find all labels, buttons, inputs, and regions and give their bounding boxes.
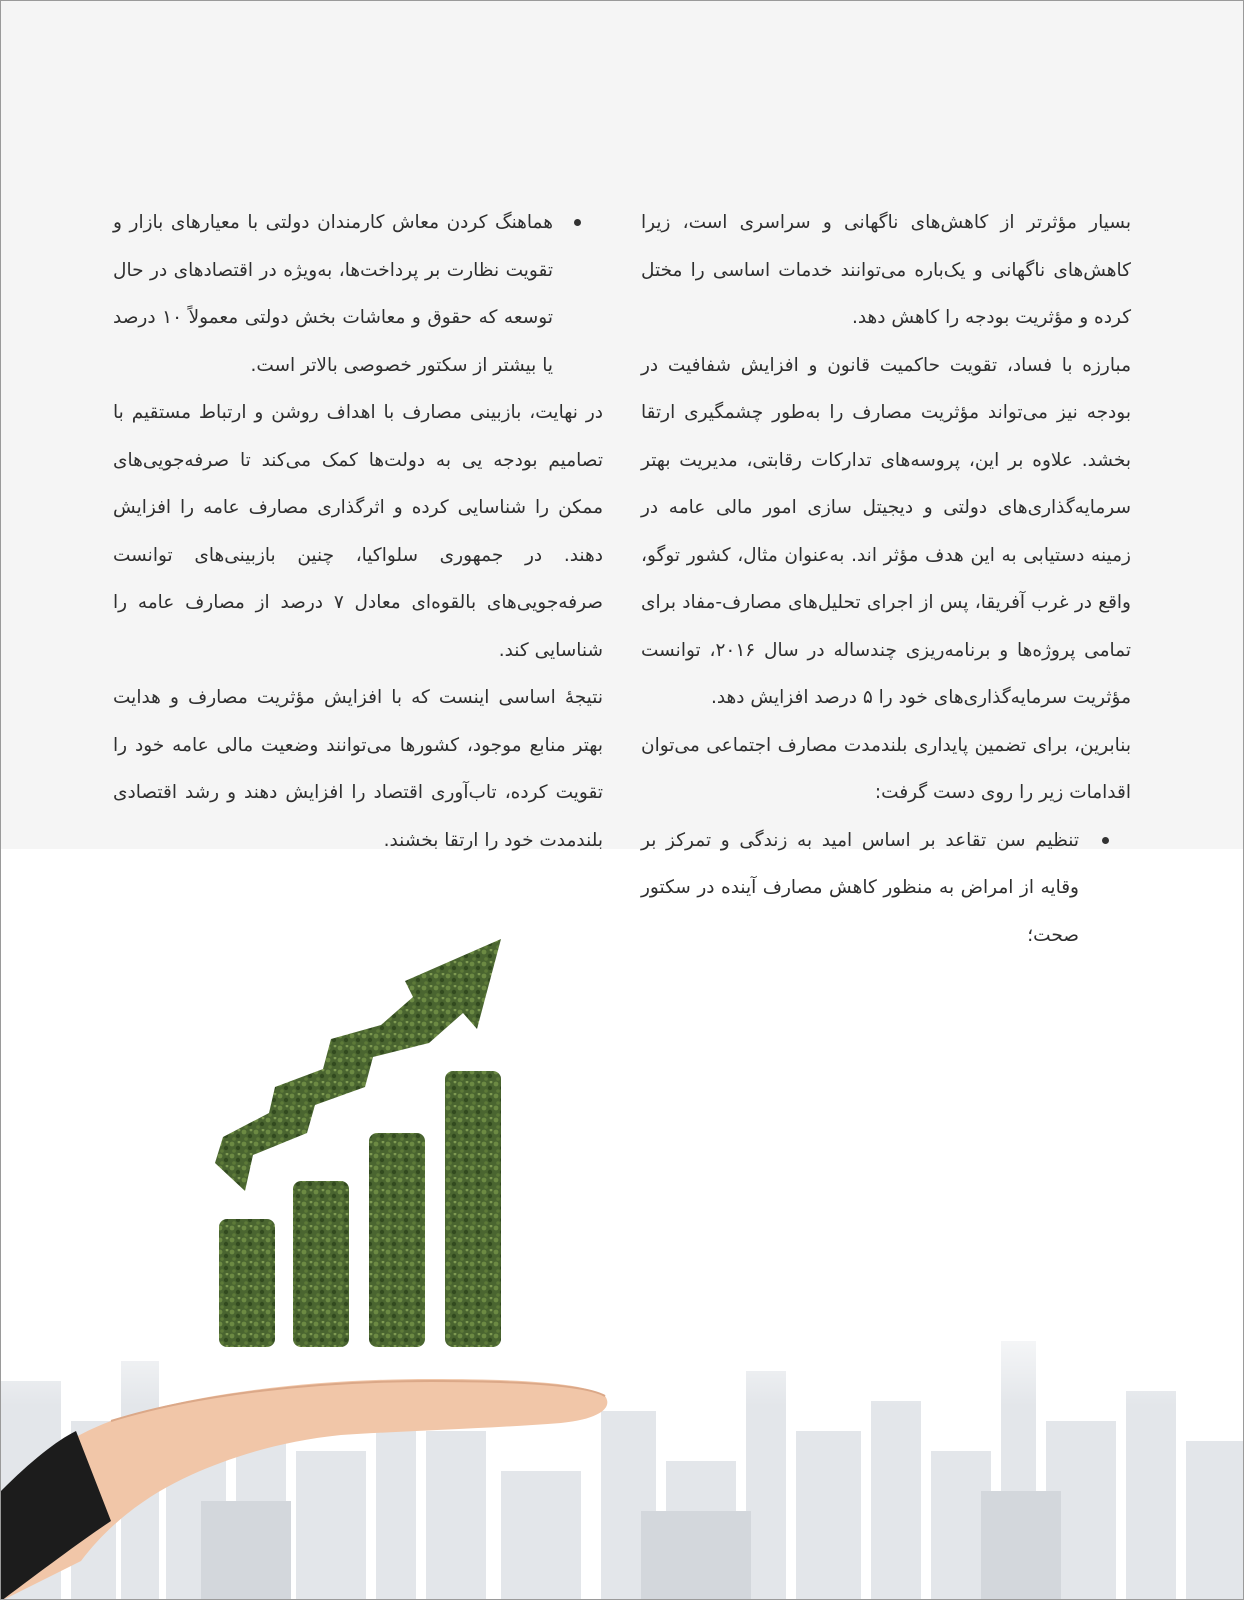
paragraph: نتیجهٔ اساسی اینست که با افزایش مؤثریت مصارف و هدایت بهتر منابع موجود، کشورها می‌توانند وضعیت مالی عامه خود را تقویت کرده، تاب‌آوری اقتصاد را افزایش دهند و رشد اقتصادی بلندمدت خود را ارتقا بخشند.	[113, 687, 603, 851]
bullet-text: تنظیم سن تقاعد بر اساس امید به زندگی و تمرکز بر وقایه از امراض به منظور کاهش مصارف آینده در سکتور صحت؛	[641, 829, 1079, 946]
bullet-item	[113, 199, 603, 389]
right-text-column	[641, 199, 1131, 959]
bullet-dot-icon	[574, 219, 581, 226]
left-text-column	[113, 199, 603, 864]
paragraph: بنابرین، برای تضمین پایداری بلندمدت مصارف اجتماعی می‌توان اقدامات زیر را روی دست گرفت:	[641, 734, 1131, 803]
hand-growth-chart-illustration	[1, 901, 621, 1600]
paragraph: بسیار مؤثرتر از کاهش‌های ناگهانی و سراسری است، زیرا کاهش‌های ناگهانی و یک‌باره می‌توانند خدمات اساسی را مختل کرده و مؤثریت بودجه را کاهش دهد.	[641, 212, 1131, 328]
foliage-bar	[293, 1181, 349, 1347]
bullet-item	[641, 817, 1131, 960]
foliage-bar	[445, 1071, 501, 1347]
foliage-bar	[219, 1219, 275, 1347]
hand	[1, 1379, 607, 1600]
paragraph: مبارزه با فساد، تقویت حاکمیت قانون و افزایش شفافیت در بودجه نیز می‌تواند مؤثریت مصارف را به‌طور چشمگیری ارتقا بخشد. علاوه بر این، پروسه‌های تدارکات رقابتی، مدیریت بهتر سرمایه‌گذاری‌های دولتی و دیجیتل سازی امور مالی عامه در زمینه دستیابی به این هدف مؤثر اند. به‌عنوان مثال، کشور توگو، واقع در غرب آفریقا، پس از اجرای تحلیل‌های مصارف-مفاد برای تمامی پروژه‌ها و برنامه‌ریزی چندساله در سال ۲۰۱۶، توانست مؤثریت سرمایه‌گذاری‌های خود را ۵ درصد افزایش دهد.	[641, 354, 1131, 708]
bullet-dot-icon	[1102, 837, 1109, 844]
paragraph: در نهایت، بازبینی مصارف با اهداف روشن و ارتباط مستقیم با تصامیم بودجه یی به دولت‌ها کمک می‌کند تا صرفه‌جویی‌های ممکن را شناسایی کرده و اثرگذاری مصارف عامه را افزایش دهند. در جمهوری سلواکیا، چنین بازبینی‌های توانست صرفه‌جویی‌های بالقوه‌ای معادل ۷ درصد از مصارف عامه را شناسایی کند.	[113, 402, 603, 661]
bullet-text: هماهنگ کردن معاش کارمندان دولتی با معیارهای بازار و تقویت نظارت بر پرداخت‌ها، به‌ویژه در اقتصادهای در حال توسعه که حقوق و معاشات بخش دولتی معمولاً ۱۰ درصد یا بیشتر از سکتور خصوصی بالاتر است.	[113, 212, 553, 376]
foliage-bars	[215, 939, 501, 1347]
foliage-bar	[369, 1133, 425, 1347]
